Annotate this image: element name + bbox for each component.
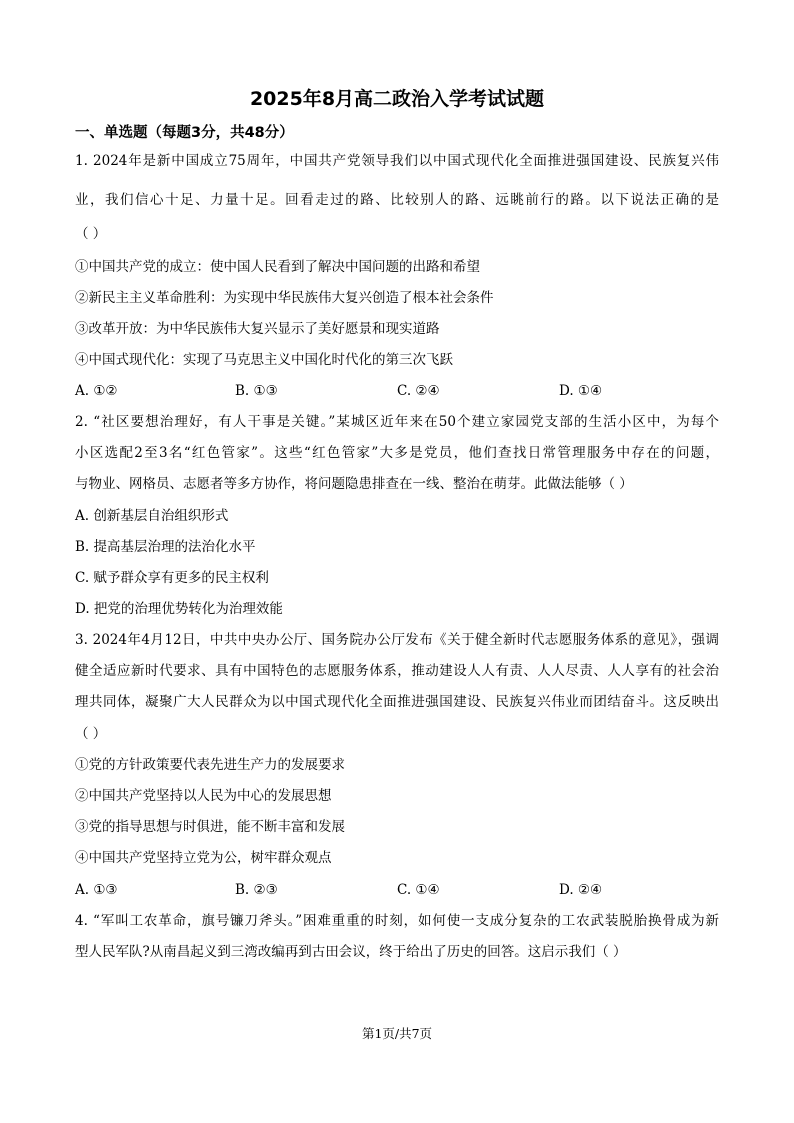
q3-stem-line3: 理共同体，凝聚广大人民群众为以中国式现代化全面推进强国建设、民族复兴伟业而团结奋斗。这反映出 xyxy=(75,694,719,710)
q2-option-b[interactable]: B. 提高基层治理的法治化水平 xyxy=(75,539,256,555)
q3-option-a[interactable]: A. ①③ xyxy=(75,882,118,898)
q3-item-2: ②中国共产党坚持以人民为中心的发展思想 xyxy=(75,788,332,804)
q1-item-4: ④中国式现代化：实现了马克思主义中国化时代化的第三次飞跃 xyxy=(75,352,453,368)
q3-option-d[interactable]: D. ②④ xyxy=(559,882,603,898)
q3-item-4: ④中国共产党坚持立党为公，树牢群众观点 xyxy=(75,850,332,866)
q3-answer-paren: （ ） xyxy=(75,726,107,742)
exam-title: 2025年8月高二政治入学考试试题 xyxy=(249,88,545,110)
q3-option-b[interactable]: B. ②③ xyxy=(235,882,278,898)
section-heading: 一、单选题（每题3分，共48分） xyxy=(75,125,294,141)
q1-stem-line1: 1. 2024年是新中国成立75周年，中国共产党领导我们以中国式现代化全面推进强国建设、民族复兴伟 xyxy=(75,153,719,169)
q1-answer-paren: （ ） xyxy=(75,226,107,242)
q3-item-3: ③党的指导思想与时俱进，能不断丰富和发展 xyxy=(75,819,345,835)
q4-stem-line2: 型人民军队?从南昌起义到三湾改编再到古田会议，终于给出了历史的回答。这启示我们（ ） xyxy=(75,944,627,960)
q1-item-2: ②新民主主义革命胜利：为实现中华民族伟大复兴创造了根本社会条件 xyxy=(75,290,494,306)
q2-option-c[interactable]: C. 赋予群众享有更多的民主权利 xyxy=(75,570,269,586)
q3-option-c[interactable]: C. ①④ xyxy=(397,882,440,898)
q1-option-d[interactable]: D. ①④ xyxy=(559,383,603,399)
q2-stem-line2: 小区选配2至3名“红色管家”。这些“红色管家”大多是党员，他们查找日常管理服务中存在的问题， xyxy=(75,445,719,461)
q3-stem-line1: 3. 2024年4月12日，中共中央办公厅、国务院办公厅发布《关于健全新时代志愿服务体系的意见》，强调 xyxy=(75,632,719,648)
q1-item-1: ①中国共产党的成立：使中国人民看到了解决中国问题的出路和希望 xyxy=(75,259,480,275)
q3-item-1: ①党的方针政策要代表先进生产力的发展要求 xyxy=(75,757,345,773)
q2-option-a[interactable]: A. 创新基层自治组织形式 xyxy=(75,508,229,524)
q2-option-d[interactable]: D. 把党的治理优势转化为治理效能 xyxy=(75,601,283,617)
q2-stem-line1: 2. “社区要想治理好，有人干事是关键。”某城区近年来在50个建立家园党支部的生活小区中，为每个 xyxy=(75,414,719,430)
q3-stem-line2: 健全适应新时代要求、具有中国特色的志愿服务体系，推动建设人人有责、人人尽责、人人享有的社会治 xyxy=(75,663,719,679)
q4-stem-line1: 4. “军叫工农革命，旗号镰刀斧头。”困难重重的时刻，如何使一支成分复杂的工农武装脱胎换骨成为新 xyxy=(75,913,719,929)
q2-stem-line3: 与物业、网格员、志愿者等多方协作，将问题隐患排查在一线、整治在萌芽。此做法能够（ ） xyxy=(75,476,633,492)
q1-option-a[interactable]: A. ①② xyxy=(75,383,118,399)
page-number: 第1页/共7页 xyxy=(361,1026,433,1041)
q1-item-3: ③改革开放：为中华民族伟大复兴显示了美好愿景和现实道路 xyxy=(75,321,440,337)
q1-stem-line2: 业，我们信心十足、力量十足。回看走过的路、比较别人的路、远眺前行的路。以下说法正确的是 xyxy=(75,192,719,208)
q1-option-c[interactable]: C. ②④ xyxy=(397,383,440,399)
q1-option-b[interactable]: B. ①③ xyxy=(235,383,278,399)
